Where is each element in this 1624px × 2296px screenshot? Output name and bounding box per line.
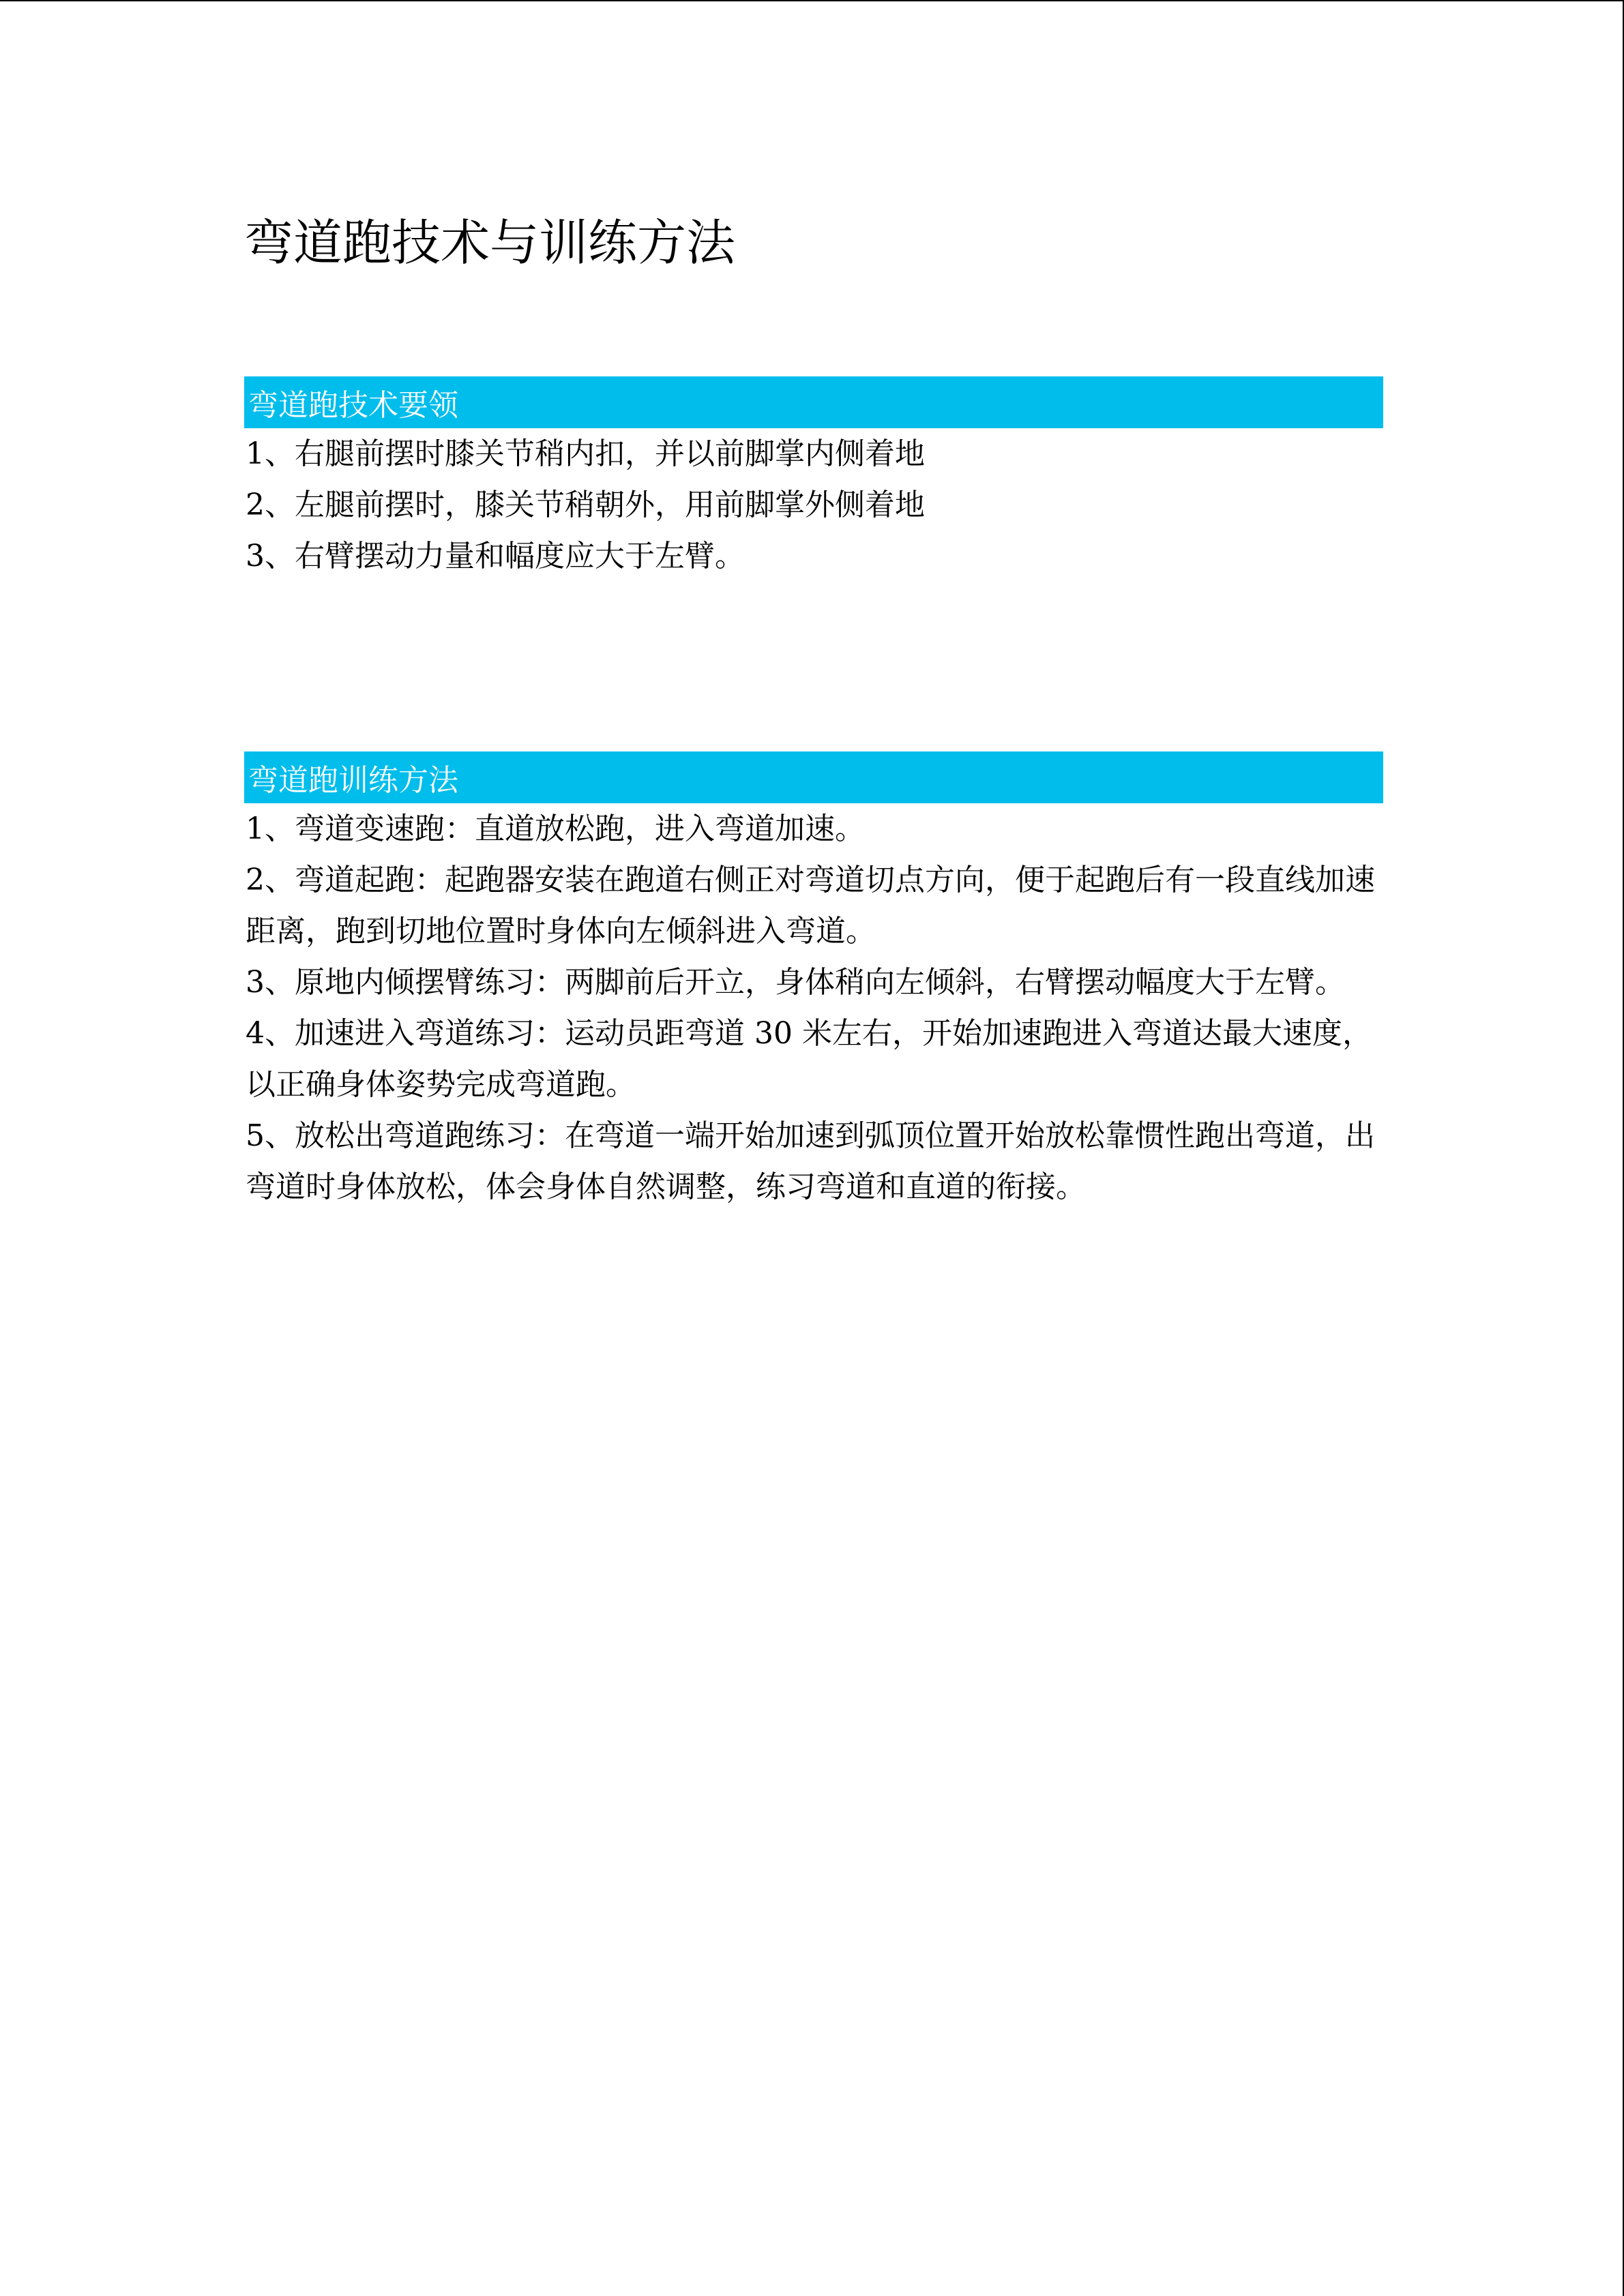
document-title: 弯道跑技术与训练方法 [244, 214, 736, 271]
list-item: 4、加速进入弯道练习：运动员距弯道 30 米左右，开始加速跑进入弯道达最大速度，以正确身体姿势完成弯道跑。 [246, 1016, 1372, 1102]
list-item: 3、原地内倾摆臂练习：两脚前后开立，身体稍向左倾斜，右臂摆动幅度大于左臂。 [246, 965, 1345, 1000]
list-item: 1、右腿前摆时膝关节稍内扣，并以前脚掌内侧着地 [246, 436, 925, 471]
list-item: 2、弯道起跑：起跑器安装在跑道右侧正对弯道切点方向，便于起跑后有一段直线加速距离，跑到切地位置时身体向左倾斜进入弯道。 [246, 863, 1375, 949]
section-header-training: 弯道跑训练方法 [244, 751, 1383, 803]
list-item: 5、放松出弯道跑练习：在弯道一端开始加速到弧顶位置开始放松靠惯性跑出弯道，出弯道时身体放松，体会身体自然调整，练习弯道和直道的衔接。 [246, 1118, 1375, 1204]
list-item: 3、右臂摆动力量和幅度应大于左臂。 [246, 539, 745, 573]
section-training [244, 751, 1383, 1212]
list-item: 2、左腿前摆时，膝关节稍朝外，用前脚掌外侧着地 [246, 488, 925, 522]
list-item: 1、弯道变速跑：直道放松跑，进入弯道加速。 [246, 811, 865, 846]
section-technique [244, 376, 1383, 582]
technique-list [244, 428, 1383, 582]
training-list [244, 803, 1383, 1212]
section-header-technique: 弯道跑技术要领 [244, 376, 1383, 428]
